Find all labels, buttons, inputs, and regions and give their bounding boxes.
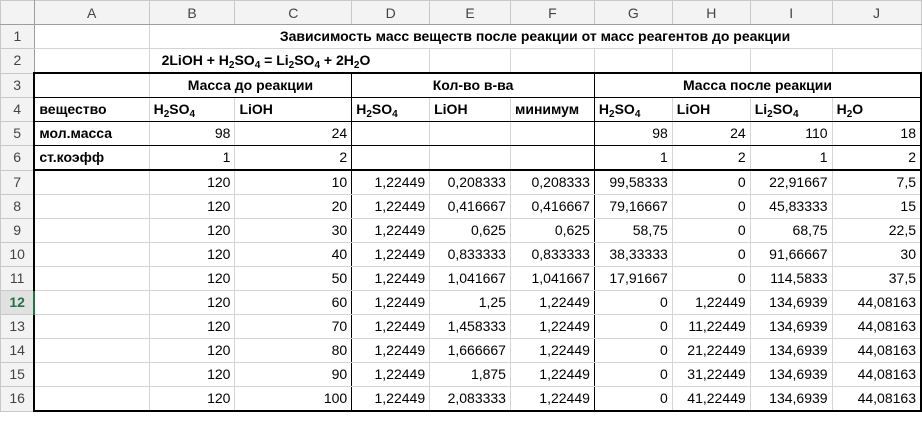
data-cell[interactable]: 120 (149, 219, 235, 243)
data-cell[interactable]: 1,041667 (430, 267, 511, 291)
table-row (1, 291, 922, 315)
data-cell[interactable]: 0 (594, 291, 672, 315)
column-header[interactable]: B (149, 1, 235, 25)
table-row (1, 243, 922, 267)
data-cell[interactable]: 60 (235, 291, 352, 315)
data-cell[interactable]: 44,08163 (832, 291, 921, 315)
row-header[interactable]: 12 (1, 291, 35, 315)
cell[interactable] (750, 49, 832, 74)
cell[interactable]: 2 (672, 146, 750, 171)
data-cell[interactable]: 1,22449 (352, 363, 430, 387)
data-cell[interactable]: 0 (594, 387, 672, 412)
table-row (1, 170, 922, 195)
row-header[interactable]: 16 (1, 387, 35, 412)
sheet-row (1, 98, 922, 122)
data-cell[interactable]: 91,66667 (750, 243, 832, 267)
data-cell[interactable]: 2,083333 (430, 387, 511, 412)
data-cell[interactable]: 0 (672, 243, 750, 267)
data-cell[interactable]: 0,208333 (430, 170, 511, 195)
data-cell[interactable]: 15 (832, 195, 921, 219)
sheet-row (1, 49, 922, 74)
cell[interactable] (510, 122, 594, 146)
cell[interactable]: 1 (149, 146, 235, 171)
data-cell[interactable]: 120 (149, 387, 235, 412)
data-cell[interactable]: 120 (149, 339, 235, 363)
data-cell[interactable]: 0 (594, 315, 672, 339)
sheet-title-cell[interactable]: Зависимость масс веществ после реакции от масс реагентов до реакции (149, 25, 921, 49)
data-cell[interactable]: 114,5833 (750, 267, 832, 291)
mass-after-header[interactable]: Масса после реакции (594, 73, 921, 98)
row-header[interactable]: 13 (1, 315, 35, 339)
column-header[interactable]: J (832, 1, 921, 25)
equation-cell[interactable]: 2LiOH + $H_2SO_4 = Li_2SO_4 + 2H_2O$ (149, 49, 430, 74)
data-cell[interactable]: 1,22449 (510, 339, 594, 363)
data-cell[interactable]: 1,22449 (510, 363, 594, 387)
cell[interactable]: минимум (510, 98, 594, 122)
column-header[interactable]: H (672, 1, 750, 25)
data-cell[interactable]: 10 (235, 170, 352, 195)
table-row (1, 363, 922, 387)
data-cell[interactable]: 17,91667 (594, 267, 672, 291)
data-cell[interactable]: 38,33333 (594, 243, 672, 267)
data-cell[interactable]: 1,041667 (510, 267, 594, 291)
data-cell[interactable]: 1,22449 (352, 170, 430, 195)
data-cell[interactable]: 120 (149, 243, 235, 267)
data-cell[interactable]: 1,22449 (352, 243, 430, 267)
molar-mass-label[interactable]: мол.масса (34, 122, 149, 146)
coeff-label[interactable]: ст.коэфф (34, 146, 149, 171)
cell[interactable] (34, 243, 149, 267)
data-cell[interactable]: 0,416667 (430, 195, 511, 219)
data-cell[interactable]: 40 (235, 243, 352, 267)
data-cell[interactable]: 41,22449 (672, 387, 750, 412)
column-header[interactable]: I (750, 1, 832, 25)
column-header[interactable]: C (235, 1, 352, 25)
data-cell[interactable]: 30 (235, 219, 352, 243)
data-cell[interactable]: 1,22449 (352, 219, 430, 243)
cell[interactable] (34, 25, 149, 49)
data-cell[interactable]: 120 (149, 195, 235, 219)
sheet-row (1, 146, 922, 171)
data-cell[interactable]: 70 (235, 315, 352, 339)
cell[interactable] (34, 363, 149, 387)
data-cell[interactable]: 11,22449 (672, 315, 750, 339)
data-cell[interactable]: 134,6939 (750, 339, 832, 363)
data-cell[interactable]: 120 (149, 170, 235, 195)
sheet-row (1, 25, 922, 49)
cell[interactable] (34, 339, 149, 363)
data-cell[interactable]: 7,5 (832, 170, 921, 195)
cell[interactable]: LiOH (672, 98, 750, 122)
sheet-row (1, 73, 922, 98)
table-row (1, 267, 922, 291)
data-cell[interactable]: 0,625 (430, 219, 511, 243)
cell[interactable] (594, 49, 672, 74)
data-cell[interactable]: 0 (672, 195, 750, 219)
data-cell[interactable]: 44,08163 (832, 315, 921, 339)
data-cell[interactable]: 1,875 (430, 363, 511, 387)
data-cell[interactable]: 79,16667 (594, 195, 672, 219)
data-cell[interactable]: 1,25 (430, 291, 511, 315)
data-cell[interactable]: 0,833333 (430, 243, 511, 267)
cell[interactable] (34, 315, 149, 339)
cell[interactable]: 24 (672, 122, 750, 146)
cell[interactable]: LiOH (430, 98, 511, 122)
moles-header[interactable]: Кол-во в-ва (352, 73, 595, 98)
cell[interactable] (430, 122, 511, 146)
cell[interactable]: $H_2SO_4$ (594, 98, 672, 122)
cell[interactable]: 1 (594, 146, 672, 171)
column-header[interactable]: A (34, 1, 149, 25)
data-cell[interactable]: 20 (235, 195, 352, 219)
data-cell[interactable]: 45,83333 (750, 195, 832, 219)
cell[interactable]: LiOH (235, 98, 352, 122)
data-cell[interactable]: 0,208333 (510, 170, 594, 195)
data-cell[interactable]: 1,458333 (430, 315, 511, 339)
cell[interactable]: $Li_2SO_4$ (750, 98, 832, 122)
row-header[interactable]: 10 (1, 243, 35, 267)
data-cell[interactable]: 22,5 (832, 219, 921, 243)
data-cell[interactable]: 44,08163 (832, 363, 921, 387)
data-cell[interactable]: 1,22449 (352, 291, 430, 315)
cell[interactable] (352, 146, 430, 171)
data-cell[interactable]: 31,22449 (672, 363, 750, 387)
cell[interactable]: 2 (235, 146, 352, 171)
cell[interactable]: 98 (149, 122, 235, 146)
data-cell[interactable]: 90 (235, 363, 352, 387)
data-cell[interactable]: 120 (149, 315, 235, 339)
data-cell[interactable]: 37,5 (832, 267, 921, 291)
cell[interactable]: 98 (594, 122, 672, 146)
data-cell[interactable]: 50 (235, 267, 352, 291)
row-header[interactable]: 2 (1, 49, 35, 74)
data-cell[interactable]: 134,6939 (750, 315, 832, 339)
cell[interactable] (430, 49, 511, 74)
data-cell[interactable]: 134,6939 (750, 291, 832, 315)
cell[interactable]: 110 (750, 122, 832, 146)
row-header[interactable]: 15 (1, 363, 35, 387)
data-cell[interactable]: 99,58333 (594, 170, 672, 195)
cell[interactable] (34, 195, 149, 219)
data-cell[interactable]: 1,22449 (672, 291, 750, 315)
data-cell[interactable]: 21,22449 (672, 339, 750, 363)
data-cell[interactable]: 0 (672, 219, 750, 243)
data-cell[interactable]: 0 (672, 267, 750, 291)
data-cell[interactable]: 58,75 (594, 219, 672, 243)
data-cell[interactable]: 134,6939 (750, 363, 832, 387)
data-cell[interactable]: 1,22449 (352, 339, 430, 363)
row-header[interactable]: 7 (1, 170, 35, 195)
data-cell[interactable]: 134,6939 (750, 387, 832, 412)
table-row (1, 195, 922, 219)
data-cell[interactable]: 1,22449 (352, 267, 430, 291)
cell[interactable]: 1 (750, 146, 832, 171)
table-row (1, 315, 922, 339)
cell[interactable] (34, 387, 149, 412)
cell[interactable] (34, 267, 149, 291)
cell[interactable] (34, 170, 149, 195)
row-header[interactable]: 11 (1, 267, 35, 291)
data-cell[interactable]: 44,08163 (832, 387, 921, 412)
data-cell[interactable]: 120 (149, 363, 235, 387)
data-cell[interactable]: 1,22449 (510, 387, 594, 412)
sheet-row (1, 122, 922, 146)
mass-before-header[interactable]: Масса до реакции (149, 73, 352, 98)
data-cell[interactable]: 1,22449 (352, 315, 430, 339)
data-cell[interactable]: 0 (594, 363, 672, 387)
cell[interactable] (352, 122, 430, 146)
data-cell[interactable]: 68,75 (750, 219, 832, 243)
column-header-row (1, 1, 922, 25)
row-header[interactable]: 3 (1, 73, 35, 98)
data-cell[interactable]: 1,22449 (510, 291, 594, 315)
cell[interactable] (430, 146, 511, 171)
data-cell[interactable]: 0,833333 (510, 243, 594, 267)
substance-header[interactable]: вещество (34, 98, 149, 122)
data-cell[interactable]: 1,22449 (352, 195, 430, 219)
cell[interactable] (34, 49, 149, 74)
column-header[interactable]: D (352, 1, 430, 25)
table-row (1, 339, 922, 363)
row-header[interactable]: 6 (1, 146, 35, 171)
cell[interactable] (832, 49, 921, 74)
cell[interactable] (34, 219, 149, 243)
cell[interactable]: 2 (832, 146, 921, 171)
cell[interactable] (34, 73, 149, 98)
row-header[interactable]: 9 (1, 219, 35, 243)
data-cell[interactable]: 1,666667 (430, 339, 511, 363)
table-row (1, 219, 922, 243)
cell[interactable]: 24 (235, 122, 352, 146)
cell[interactable] (34, 291, 149, 315)
cell[interactable] (510, 146, 594, 171)
select-all-corner[interactable] (1, 1, 35, 25)
row-header[interactable]: 14 (1, 339, 35, 363)
cell[interactable]: $H_2SO_4$ (352, 98, 430, 122)
data-cell[interactable]: 0 (672, 170, 750, 195)
cell[interactable]: $H_2SO_4$ (149, 98, 235, 122)
data-cell[interactable]: 30 (832, 243, 921, 267)
data-cell[interactable]: 22,91667 (750, 170, 832, 195)
data-cell[interactable]: 80 (235, 339, 352, 363)
cell[interactable] (672, 49, 750, 74)
cell[interactable] (510, 49, 594, 74)
row-header[interactable]: 4 (1, 98, 35, 122)
data-cell[interactable]: 100 (235, 387, 352, 412)
row-header[interactable]: 8 (1, 195, 35, 219)
row-header[interactable]: 5 (1, 122, 35, 146)
cell[interactable]: $H_2O$ (832, 98, 921, 122)
table-row (1, 387, 922, 412)
data-cell[interactable]: 120 (149, 267, 235, 291)
column-header[interactable]: E (430, 1, 511, 25)
data-cell[interactable]: 0,625 (510, 219, 594, 243)
data-cell[interactable]: 120 (149, 291, 235, 315)
data-cell[interactable]: 0 (594, 339, 672, 363)
column-header[interactable]: F (510, 1, 594, 25)
column-header[interactable]: G (594, 1, 672, 25)
data-cell[interactable]: 1,22449 (510, 315, 594, 339)
data-cell[interactable]: 44,08163 (832, 339, 921, 363)
row-header[interactable]: 1 (1, 25, 35, 49)
data-cell[interactable]: 1,22449 (352, 387, 430, 412)
cell[interactable]: 18 (832, 122, 921, 146)
data-cell[interactable]: 0,416667 (510, 195, 594, 219)
